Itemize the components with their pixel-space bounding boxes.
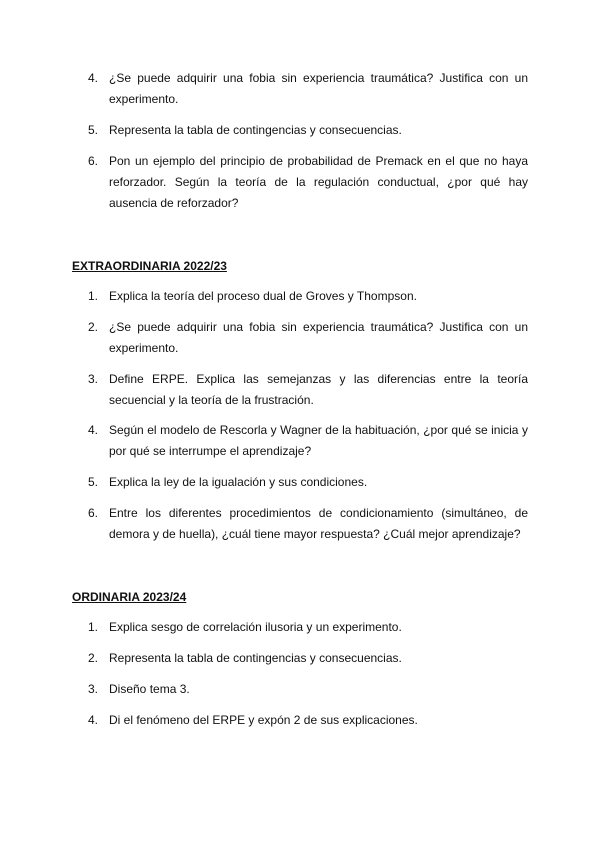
item-text: Diseño tema 3. xyxy=(109,682,190,696)
item-number: 4. xyxy=(88,713,99,727)
list-item xyxy=(88,369,528,411)
item-text: Según el modelo de Rescorla y Wagner de la habituación, ¿por qué se inicia y por qué se interrumpe el aprendizaje? xyxy=(109,423,528,458)
item-text: Pon un ejemplo del principio de probabilidad de Premack en el que no haya reforzador. Según la teoría de la regulación conductual, ¿por qué hay ausencia de reforzador? xyxy=(109,154,528,210)
list-item xyxy=(88,472,528,493)
list-item xyxy=(88,420,528,462)
item-number: 3. xyxy=(88,372,99,386)
list-item xyxy=(88,503,528,545)
item-text: Explica la ley de la igualación y sus condiciones. xyxy=(109,475,368,489)
item-number: 1. xyxy=(88,289,99,303)
item-text: Define ERPE. Explica las semejanzas y las diferencias entre la teoría secuencial y la teoría de la frustración. xyxy=(109,372,528,407)
item-number: 2. xyxy=(88,320,99,334)
item-text: ¿Se puede adquirir una fobia sin experiencia traumática? Justifica con un experimento. xyxy=(109,320,528,355)
item-text: Explica sesgo de correlación ilusoria y un experimento. xyxy=(109,620,402,634)
item-number: 6. xyxy=(88,154,99,168)
item-text: Explica la teoría del proceso dual de Groves y Thompson. xyxy=(109,289,417,303)
item-text: Di el fenómeno del ERPE y expón 2 de sus explicaciones. xyxy=(109,713,418,727)
list-item xyxy=(88,120,528,141)
item-number: 5. xyxy=(88,475,99,489)
list-item xyxy=(88,151,528,214)
section-heading-ordinaria: ORDINARIA 2023/24 xyxy=(72,590,187,604)
item-number: 5. xyxy=(88,123,99,137)
item-text: Entre los diferentes procedimientos de condicionamiento (simultáneo, de demora y de huella), ¿cuál tiene mayor respuesta? ¿Cuál mejor aprendizaje? xyxy=(109,506,528,541)
item-number: 4. xyxy=(88,71,99,85)
list-item xyxy=(88,317,528,359)
list-item xyxy=(88,68,528,110)
list-item xyxy=(88,617,528,638)
section-heading-extraordinaria: EXTRAORDINARIA 2022/23 xyxy=(72,259,227,273)
item-number: 6. xyxy=(88,506,99,520)
item-number: 1. xyxy=(88,620,99,634)
list-item xyxy=(88,648,528,669)
item-number: 4. xyxy=(88,423,99,437)
item-text: Representa la tabla de contingencias y consecuencias. xyxy=(109,123,402,137)
list-item xyxy=(88,679,528,700)
item-number: 2. xyxy=(88,651,99,665)
item-number: 3. xyxy=(88,682,99,696)
list-item xyxy=(88,286,528,307)
list-item xyxy=(88,710,528,731)
item-text: ¿Se puede adquirir una fobia sin experiencia traumática? Justifica con un experimento. xyxy=(109,71,528,106)
item-text: Representa la tabla de contingencias y consecuencias. xyxy=(109,651,402,665)
